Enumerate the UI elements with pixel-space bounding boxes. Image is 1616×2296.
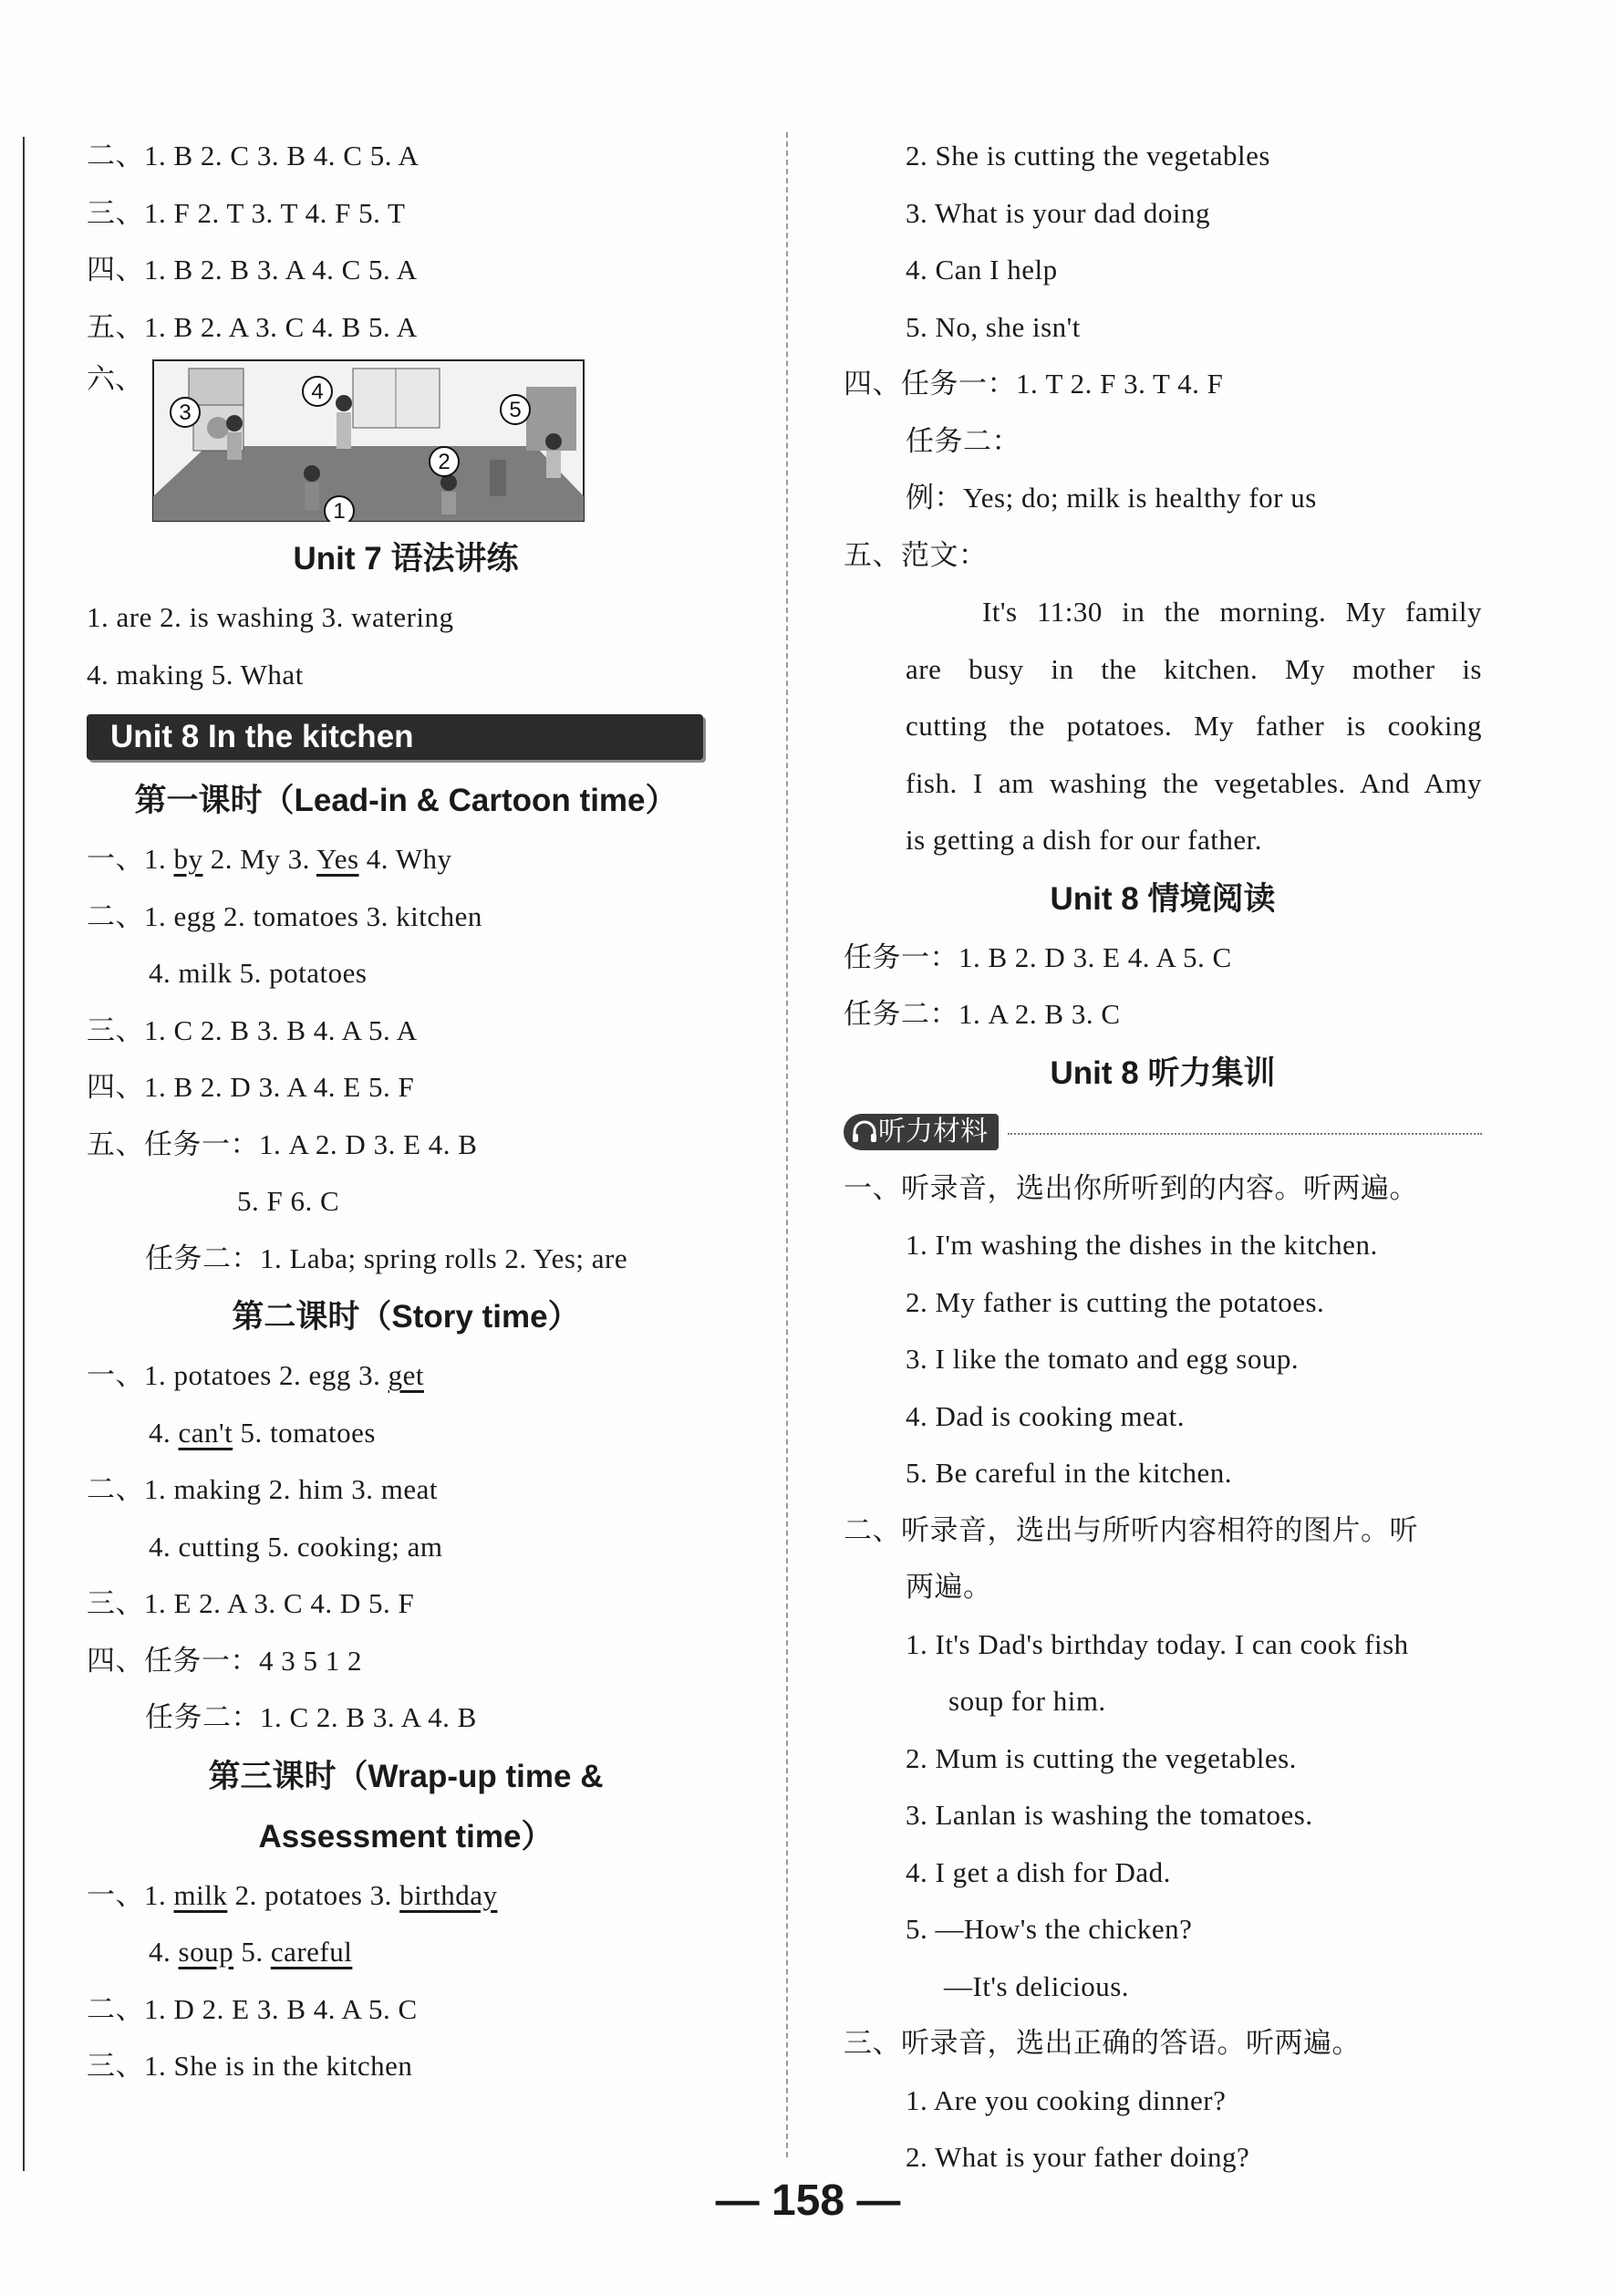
right-column <box>844 128 1482 2187</box>
answer-line: 4. Can I help <box>906 254 1058 286</box>
answer-line: 1. are 2. is washing 3. watering <box>87 601 454 633</box>
underlined-answer: careful <box>270 1936 353 1968</box>
answer-line: 任务二：1. A 2. B 3. C <box>844 998 1121 1030</box>
underlined-answer: Yes <box>316 843 359 875</box>
essay-line: is getting a dish for our father. <box>906 824 1262 856</box>
answer-line: 2. She is cutting the vegetables <box>906 140 1270 171</box>
answer-line: 4. cutting 5. cooking; am <box>149 1530 443 1563</box>
essay-line: are busy in the kitchen. My mother is <box>906 652 1482 685</box>
answer-line: 三、1. E 2. A 3. C 4. D 5. F <box>87 1587 415 1619</box>
transcript-line: 1. It's Dad's birthday today. I can cook fish <box>906 1627 1409 1660</box>
section-title: Unit 7 语法讲练 <box>293 541 519 577</box>
answer-line: 5. F 6. C <box>237 1185 340 1217</box>
answer-line: 任务一：1. B 2. D 3. E 4. A 5. C <box>844 940 1232 973</box>
transcript-line: 2. What is your father doing? <box>906 2141 1250 2173</box>
underlined-answer: by <box>173 843 203 875</box>
column-divider <box>786 132 788 2157</box>
answer-line: 四、1. B 2. D 3. A 4. E 5. F <box>87 1071 415 1103</box>
picture-number: 5 <box>509 398 522 422</box>
answer-line: 二、1. B 2. C 3. B 4. C 5. A <box>87 140 420 171</box>
answer-line: 二、1. D 2. E 3. B 4. A 5. C <box>87 1992 418 2025</box>
answer-line: 5. No, she isn't <box>906 310 1081 343</box>
transcript-line: soup for him. <box>948 1685 1106 1717</box>
question-title: 二、听录音，选出与所听内容相符的图片。听 <box>844 1513 1418 1546</box>
transcript-line: 4. I get a dish for Dad. <box>906 1855 1171 1888</box>
transcript-line: —It's delicious. <box>944 1969 1130 2002</box>
answer-line: 4. making 5. What <box>87 658 304 691</box>
listening-material-header <box>844 1104 1482 1160</box>
answer-line: 4. soup 5. careful <box>149 1936 353 1968</box>
answer-line: 任务二：1. Laba; spring rolls 2. Yes; are <box>145 1242 628 1274</box>
answer-line: 4. can't 5. tomatoes <box>149 1416 376 1449</box>
section-title: Unit 8 听力集训 <box>1050 1054 1276 1091</box>
underlined-answer: soup <box>178 1936 234 1968</box>
transcript-line: 5. Be careful in the kitchen. <box>906 1457 1232 1489</box>
picture-label: 六、 <box>87 363 143 395</box>
question-title: 一、听录音，选出你所听到的内容。听两遍。 <box>844 1171 1418 1204</box>
left-margin-rule <box>23 137 25 2171</box>
essay-line: It's 11:30 in the morning. My family <box>982 596 1482 628</box>
question-title: 三、听录音，选出正确的答语。听两遍。 <box>844 2027 1361 2059</box>
answer-line: 任务二： <box>906 424 1020 457</box>
answer-line: 五、范文： <box>844 538 988 571</box>
answer-line: 五、任务一：1. A 2. D 3. E 4. B <box>87 1127 478 1160</box>
answer-line: 一、1. potatoes 2. egg 3. get <box>87 1359 424 1391</box>
answer-line: 四、任务一：4 3 5 1 2 <box>87 1644 362 1677</box>
listening-tag: 听力材料 <box>878 1115 988 1148</box>
transcript-line: 4. Dad is cooking meat. <box>906 1399 1185 1432</box>
left-column <box>87 128 725 2095</box>
section-title: Unit 8 情境阅读 <box>1050 880 1276 917</box>
answer-line: 一、1. by 2. My 3. Yes 4. Why <box>87 843 452 875</box>
page-number: — 158 — <box>715 2177 901 2225</box>
transcript-line: 1. Are you cooking dinner? <box>906 2083 1227 2116</box>
transcript-line: 3. Lanlan is washing the tomatoes. <box>906 1799 1313 1831</box>
transcript-line: 2. Mum is cutting the vegetables. <box>906 1741 1297 1774</box>
dotted-rule <box>1008 1133 1482 1135</box>
unit-banner: Unit 8 In the kitchen <box>87 714 703 760</box>
answer-line: 二、1. egg 2. tomatoes 3. kitchen <box>87 899 482 932</box>
underlined-answer: can't <box>178 1416 233 1449</box>
essay-line: cutting the potatoes. My father is cooking <box>906 710 1482 742</box>
picture-number: 2 <box>438 450 451 474</box>
lesson-title-continued: Assessment time） <box>258 1818 554 1854</box>
transcript-line: 5. —How's the chicken? <box>906 1913 1193 1945</box>
answer-line: 三、1. C 2. B 3. B 4. A 5. A <box>87 1013 418 1046</box>
answer-line: 一、1. milk 2. potatoes 3. birthday <box>87 1878 498 1911</box>
answer-line: 四、1. B 2. B 3. A 4. C 5. A <box>87 254 418 286</box>
picture-number: 1 <box>333 499 346 522</box>
lesson-title: 第一课时（Lead-in & Cartoon time） <box>134 783 678 818</box>
transcript-line: 3. I like the tomato and egg soup. <box>906 1343 1300 1375</box>
transcript-line: 1. I'm washing the dishes in the kitchen. <box>906 1229 1378 1261</box>
transcript-line: 2. My father is cutting the potatoes. <box>906 1285 1325 1318</box>
picture-answer <box>87 356 725 529</box>
answer-line: 四、任务一：1. T 2. F 3. T 4. F <box>844 368 1224 400</box>
underlined-answer: milk <box>173 1878 228 1911</box>
kitchen-illustration <box>152 359 585 522</box>
question-title-continued: 两遍。 <box>906 1571 992 1603</box>
underlined-answer: get <box>388 1359 424 1391</box>
picture-number: 3 <box>179 400 192 425</box>
answer-line: 二、1. making 2. him 3. meat <box>87 1473 438 1505</box>
essay-line: fish. I am washing the vegetables. And Amy <box>906 766 1482 799</box>
lesson-title: 第三课时（Wrap-up time & <box>208 1758 604 1794</box>
picture-number: 4 <box>311 379 324 404</box>
answer-line: 例：Yes; do; milk is healthy for us <box>906 482 1317 514</box>
answer-line: 三、1. F 2. T 3. T 4. F 5. T <box>87 196 406 229</box>
answer-line: 三、1. She is in the kitchen <box>87 2050 413 2082</box>
lesson-title: 第二课时（Story time） <box>232 1299 580 1335</box>
answer-line: 4. milk 5. potatoes <box>149 957 368 989</box>
underlined-answer: birthday <box>399 1878 498 1911</box>
answer-line: 3. What is your dad doing <box>906 196 1210 229</box>
answer-line: 任务二：1. C 2. B 3. A 4. B <box>145 1701 477 1733</box>
answer-line: 五、1. B 2. A 3. C 4. B 5. A <box>87 310 418 343</box>
headphones-icon <box>851 1120 878 1144</box>
